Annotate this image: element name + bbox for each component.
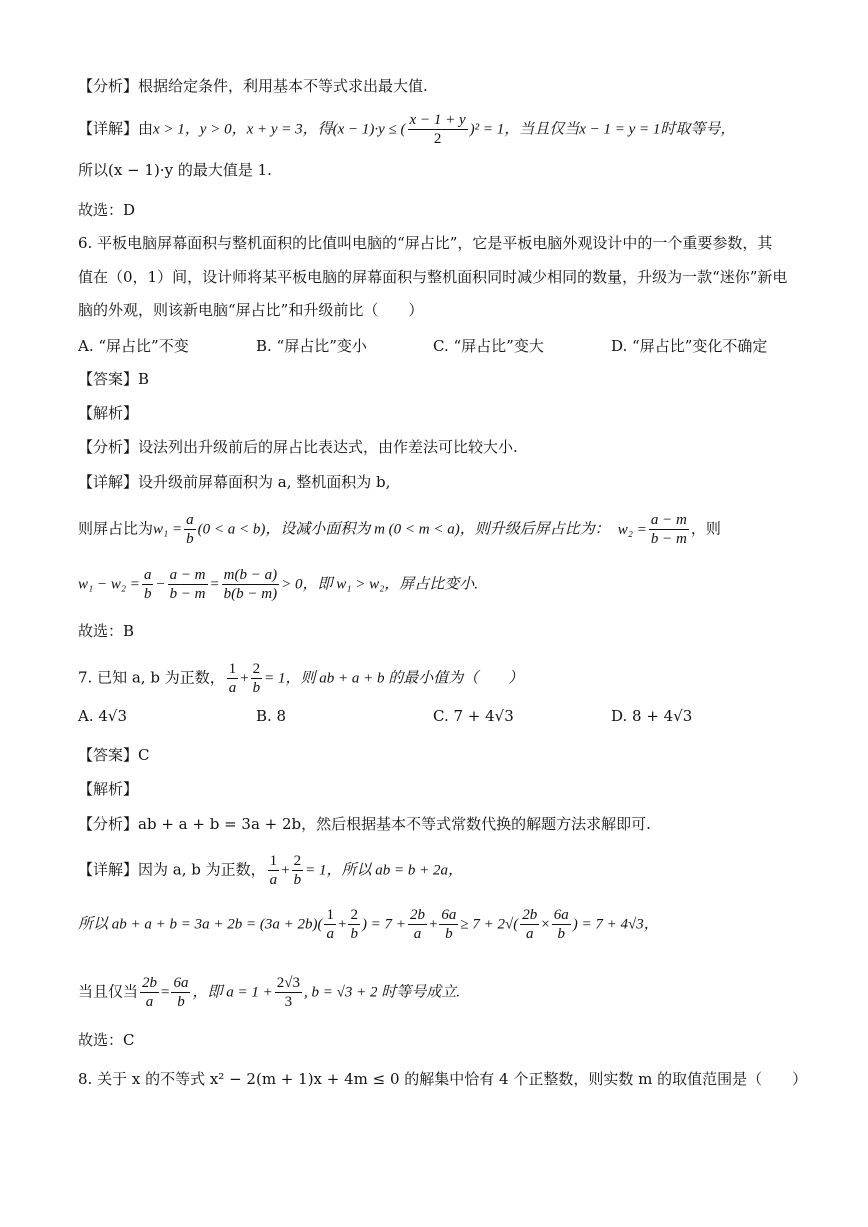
detail-line <box>78 111 735 148</box>
fraction-numerator: m(b − a) <box>223 567 278 583</box>
question-6-line-3: 脑的外观，则该新电脑“屏占比”和升级前比（ ） <box>78 301 424 319</box>
fraction <box>292 852 304 889</box>
fraction-numerator: a <box>143 567 152 583</box>
question-7-line <box>78 660 523 697</box>
answer-line: 【答案】C <box>78 746 150 764</box>
analysis-line: 【分析】设法列出升级前后的屏占比表达式，由作差法可比较大小. <box>78 438 518 456</box>
fraction-numerator: a − m <box>169 567 206 583</box>
fraction-numerator: 2b <box>409 907 425 923</box>
math: ≥ 7 + 2√( <box>460 916 519 933</box>
fraction-denominator: b <box>186 531 194 547</box>
fraction <box>251 660 263 697</box>
text: 则屏占比为 <box>78 519 154 538</box>
math: w₁ = <box>153 521 183 538</box>
math: = 1，则 ab + a + b 的最小值为（ ） <box>264 670 524 687</box>
choice-line: 故选：B <box>78 622 135 640</box>
option-a: A. “屏占比”不变 <box>78 337 189 355</box>
math: = <box>209 576 220 593</box>
fraction-denominator: b <box>350 926 358 942</box>
fraction-numerator: 2b <box>142 975 158 991</box>
detail-line-2 <box>78 511 721 548</box>
fraction <box>227 660 239 697</box>
fraction-denominator: a <box>145 994 154 1010</box>
fraction-denominator: b <box>177 994 185 1010</box>
math: w₂ = <box>617 521 647 538</box>
option-a: A. 4√3 <box>78 707 128 725</box>
math: w₁ − w₂ = <box>78 576 140 593</box>
math: = <box>161 984 170 1001</box>
fraction-denominator: b <box>293 872 302 888</box>
fraction-numerator: a − m <box>650 512 687 528</box>
fraction-denominator: a <box>326 926 334 942</box>
math: ) = 7 + 4√3， <box>572 916 659 933</box>
fraction <box>408 111 468 148</box>
math: + <box>337 916 347 933</box>
text: ，则 <box>690 519 721 538</box>
math: + <box>281 862 290 879</box>
question-6-line-1: 6. 平板电脑屏幕面积与整机面积的比值叫电脑的“屏占比”，它是平板电脑外观设计中的一个重要参数，其 <box>78 234 773 252</box>
fraction-denominator: b − m <box>650 531 687 547</box>
option-b: B. “屏占比”变小 <box>256 337 367 355</box>
choice-line: 故选：C <box>78 1031 135 1049</box>
math: ) = 7 + <box>361 916 406 933</box>
math: > 0，即 w₁ > w₂，屏占比变小. <box>281 576 479 593</box>
option-d: D. 8 + 4√3 <box>611 707 693 725</box>
detail-line-3 <box>78 974 460 1011</box>
analysis-line: 【分析】根据给定条件，利用基本不等式求出最大值. <box>78 77 428 95</box>
fraction <box>142 566 154 603</box>
fraction-numerator: 2 <box>350 907 358 923</box>
fraction <box>324 906 336 943</box>
detail-line-3 <box>78 566 478 603</box>
fraction-denominator: a <box>413 926 422 942</box>
detail-math-2: )² = 1，当且仅当x − 1 = y = 1时取等号， <box>469 121 736 138</box>
fraction-denominator: b − m <box>169 586 206 602</box>
question-6-options <box>78 336 818 356</box>
option-b: B. 8 <box>256 707 287 725</box>
fraction <box>439 906 458 943</box>
text: 当且仅当 <box>78 982 139 1001</box>
math: + <box>428 916 438 933</box>
fraction-denominator: 2 <box>433 131 442 147</box>
question-7-options <box>78 706 818 726</box>
explanation-heading: 【解析】 <box>78 404 139 422</box>
fraction-numerator: 2b <box>522 907 538 923</box>
detail-line <box>78 852 463 889</box>
text: 7. 已知 a, b 为正数， <box>78 668 225 687</box>
detail-line-2 <box>78 906 659 943</box>
fraction-denominator: b <box>143 586 152 602</box>
fraction-denominator: 3 <box>284 994 293 1010</box>
fraction-numerator: 2√3 <box>276 975 300 991</box>
fraction-numerator: 6a <box>173 975 189 991</box>
math: − <box>155 576 166 593</box>
fraction-denominator: a <box>228 680 237 696</box>
text: 【详解】因为 a, b 为正数， <box>78 860 266 879</box>
fraction-numerator: 6a <box>441 907 457 923</box>
fraction-denominator: b <box>557 926 565 942</box>
fraction-numerator: 1 <box>269 853 278 869</box>
conclusion-line: 所以(x − 1)·y 的最大值是 1. <box>78 161 272 179</box>
fraction <box>268 852 280 889</box>
math: ，即 a = 1 + <box>192 984 273 1001</box>
fraction-denominator: b <box>445 926 453 942</box>
fraction-numerator: 1 <box>326 907 334 923</box>
fraction-numerator: a <box>186 512 194 528</box>
explanation-heading: 【解析】 <box>78 780 139 798</box>
fraction <box>408 906 427 943</box>
choice-line: 故选：D <box>78 201 136 219</box>
math: = 1，所以 ab = b + 2a， <box>305 862 463 879</box>
option-c: C. “屏占比”变大 <box>433 337 544 355</box>
math: (0 < a < b)，设减小面积为 m (0 < m < a)，则升级后屏占比为： <box>197 521 610 538</box>
fraction <box>168 566 208 603</box>
math: + <box>240 670 249 687</box>
analysis-line: 【分析】ab + a + b = 3a + 2b，然后根据基本不等式常数代换的解题方法求解即可. <box>78 815 651 833</box>
fraction <box>140 974 159 1011</box>
fraction <box>552 906 571 943</box>
math: × <box>541 916 550 933</box>
question-8-line: 8. 关于 x 的不等式 x² − 2(m + 1)x + 4m ≤ 0 的解集中恰有 4 个正整数，则实数 m 的取值范围是（ ） <box>78 1070 808 1088</box>
fraction <box>348 906 360 943</box>
option-c: C. 7 + 4√3 <box>433 707 514 725</box>
fraction <box>222 566 279 603</box>
fraction-denominator: b(b − m) <box>223 586 278 602</box>
fraction-denominator: a <box>526 926 534 942</box>
fraction-denominator: b <box>252 680 261 696</box>
fraction-numerator: 2 <box>293 853 302 869</box>
math: 所以 ab + a + b = 3a + 2b = (3a + 2b)( <box>78 916 323 933</box>
question-6-line-2: 值在（0，1）间，设计师将某平板电脑的屏幕面积与整机面积同时减少相同的数量，升级为一款“迷你”新电 <box>78 268 788 286</box>
detail-math-1: x > 1，y > 0，x + y = 3，得(x − 1)·y ≤ ( <box>153 121 406 138</box>
fraction <box>275 974 302 1011</box>
fraction-numerator: 6a <box>553 907 569 923</box>
fraction-numerator: 2 <box>252 661 261 677</box>
math: , b = √3 + 2 时等号成立. <box>303 984 460 1001</box>
fraction-denominator: a <box>269 872 278 888</box>
answer-line: 【答案】B <box>78 370 150 388</box>
fraction-numerator: 1 <box>228 661 237 677</box>
fraction <box>184 511 196 548</box>
option-d: D. “屏占比”变化不确定 <box>611 337 768 355</box>
fraction-numerator: x − 1 + y <box>409 112 466 128</box>
detail-label: 【详解】由 <box>78 119 154 138</box>
detail-line: 【详解】设升级前屏幕面积为 a, 整机面积为 b, <box>78 473 391 491</box>
fraction <box>171 974 190 1011</box>
fraction <box>649 511 689 548</box>
fraction <box>520 906 539 943</box>
